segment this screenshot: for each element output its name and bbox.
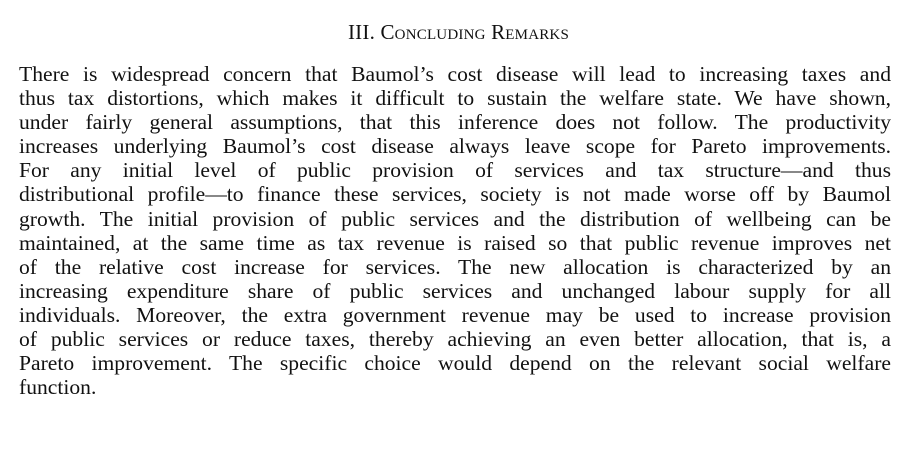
paragraph-line: individuals. Moreover, the extra government revenue may be used to increase provision (19, 302, 891, 327)
paragraph-line: of the relative cost increase for services. The new allocation is characterized by an (19, 254, 891, 279)
paragraph-line: For any initial level of public provision of services and tax structure—and thus (19, 158, 891, 183)
paragraph-line: increasing expenditure share of public services and unchanged labour supply for all (19, 278, 891, 303)
paragraph-line: thus tax distortions, which makes it difficult to sustain the welfare state. We have shown, (19, 86, 891, 111)
paragraph-line: growth. The initial provision of public services and the distribution of wellbeing can be (19, 206, 891, 231)
paragraph-line: distributional profile—to finance these services, society is not made worse off by Baumol (19, 182, 891, 207)
paragraph-line: There is widespread concern that Baumol’s cost disease will lead to increasing taxes and (19, 62, 891, 86)
paragraph-line: maintained, at the same time as tax revenue is raised so that public revenue improves net (19, 230, 891, 255)
section-number: III. (347, 20, 376, 44)
paragraph-line: under fairly general assumptions, that this inference does not follow. The productivity (19, 110, 891, 135)
paragraph-line: function. (19, 375, 97, 400)
paragraph-line: increases underlying Baumol’s cost disease always leave scope for Pareto improvements. (19, 134, 891, 159)
paragraph-line: Pareto improvement. The specific choice would depend on the relevant social welfare (19, 351, 891, 376)
paragraph-line: of public services or reduce taxes, thereby achieving an even better allocation, that is, a (19, 327, 891, 352)
section-heading (0, 19, 917, 45)
section-title: Concluding Remarks (380, 20, 570, 44)
concluding-paragraph (19, 62, 891, 399)
